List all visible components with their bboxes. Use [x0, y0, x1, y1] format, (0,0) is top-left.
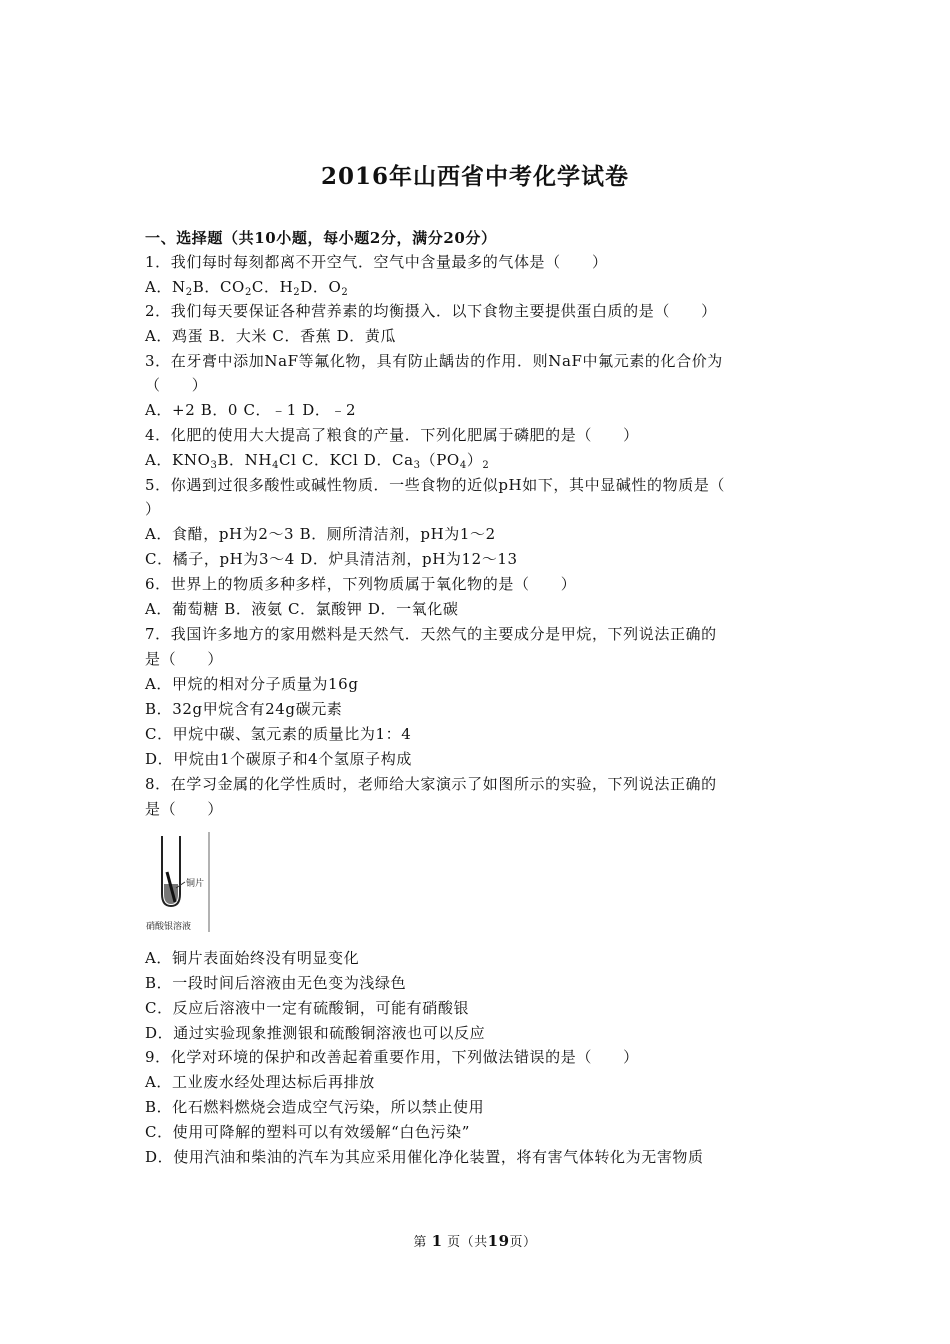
label-solution: 硝酸银溶液 — [146, 922, 192, 932]
question-9-option-c: C．使用可降解的塑料可以有效缓解“白色污染” — [145, 1123, 471, 1141]
question-8-option-b: B．一段时间后溶液由无色变为浅绿色 — [145, 974, 407, 992]
question-5-options-ab: A．食醋，pH为2～3 B．厕所清洁剂，pH为1～2 — [145, 525, 496, 543]
question-1-options: A．$N_2B$．$CO_2C$．$H_2D$．$O_2$ — [145, 278, 349, 298]
question-9-option-d: D．使用汽油和柴油的汽车为其应采用催化净化装置，将有害气体转化为无害物质 — [145, 1148, 704, 1166]
page-number: 1 — [431, 1232, 443, 1250]
section-heading: 一、选择题（共10小题，每小题2分，满分20分） — [145, 229, 497, 247]
question-7-cont: 是（ ） — [145, 650, 224, 668]
page-title: 2016年山西省中考化学试卷 — [320, 163, 629, 190]
question-7-option-a: A．甲烷的相对分子质量为16g — [145, 675, 359, 693]
question-8-option-a: A．铜片表面始终没有明显变化 — [145, 949, 360, 967]
question-9-option-a: A．工业废水经处理达标后再排放 — [145, 1073, 375, 1091]
question-1: 1．我们每时每刻都离不开空气．空气中含量最多的气体是（ ） — [145, 253, 608, 271]
page-total: 19 — [487, 1232, 510, 1250]
question-9-option-b: B．化石燃料燃烧会造成空气污染，所以禁止使用 — [145, 1098, 485, 1116]
question-8-cont: 是（ ） — [145, 800, 224, 818]
question-5-options-cd: C．橘子，pH为3～4 D．炉具清洁剂，pH为12～13 — [145, 550, 518, 568]
question-4-options: A．$KNO_3B$．$NH_4Cl$ C．KCl D．$Ca_3(PO_4)_2$ — [145, 451, 490, 471]
question-3-cont: （ ） — [145, 376, 208, 394]
page-footer: 第 1 页（共19页） — [413, 1232, 537, 1250]
question-8: 8．在学习金属的化学性质时，老师给大家演示了如图所示的实验，下列说法正确的 — [145, 775, 717, 793]
question-8-option-c: C．反应后溶液中一定有硫酸铜，可能有硝酸银 — [145, 999, 470, 1017]
question-4: 4．化肥的使用大大提高了粮食的产量．下列化肥属于磷肥的是（ ） — [145, 426, 639, 444]
question-8-option-d: D．通过实验现象推测银和硫酸铜溶液也可以反应 — [145, 1024, 486, 1042]
question-6-options: A．葡萄糖 B．液氨 C．氯酸钾 D．一氧化碳 — [145, 600, 459, 618]
question-7: 7．我国许多地方的家用燃料是天然气．天然气的主要成分是甲烷，下列说法正确的 — [145, 625, 717, 643]
question-7-option-b: B．32g甲烷含有24g碳元素 — [145, 700, 343, 718]
label-copper: 铜片 — [186, 879, 205, 889]
question-5-cont: ） — [145, 500, 161, 518]
test-tube-figure — [145, 832, 211, 934]
question-6: 6．世界上的物质多种多样，下列物质属于氧化物的是（ ） — [145, 575, 577, 593]
question-3: 3．在牙膏中添加NaF等氟化物，具有防止龋齿的作用．则NaF中氟元素的化合价为 — [145, 352, 723, 370]
question-2-options: A．鸡蛋 B．大米 C．香蕉 D．黄瓜 — [145, 327, 397, 345]
question-5: 5．你遇到过很多酸性或碱性物质．一些食物的近似pH如下，其中显碱性的物质是（ — [145, 476, 726, 494]
question-7-option-c: C．甲烷中碳、氢元素的质量比为1：4 — [145, 725, 412, 743]
question-9: 9．化学对环境的保护和改善起着重要作用，下列做法错误的是（ ） — [145, 1048, 639, 1066]
question-2: 2．我们每天要保证各种营养素的均衡摄入．以下食物主要提供蛋白质的是（ ） — [145, 302, 717, 320]
question-7-option-d: D．甲烷由1个碳原子和4个氢原子构成 — [145, 750, 412, 768]
question-3-options: A．+2 B．0 C．﹣1 D．﹣2 — [145, 401, 357, 419]
